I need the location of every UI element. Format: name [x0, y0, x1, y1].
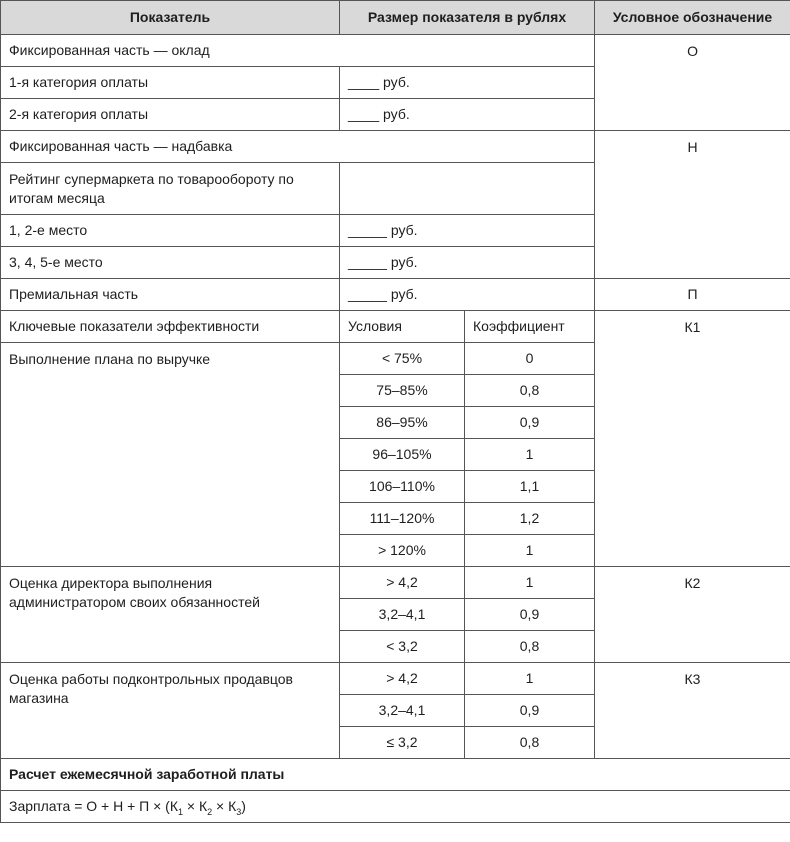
fixed-salary-title: Фиксированная часть — оклад: [1, 35, 595, 67]
coefficient-cell: 1: [465, 663, 595, 695]
premium-label: Премиальная часть: [1, 279, 340, 311]
calculation-title: Расчет ежемесячной заработной платы: [1, 759, 790, 791]
cat2-label: 2-я категория оплаты: [1, 99, 340, 131]
salary-formula: [1, 791, 790, 823]
coefficient-cell: 0,8: [465, 727, 595, 759]
condition-cell: > 4,2: [340, 567, 465, 599]
coefficient-cell: 0,8: [465, 631, 595, 663]
cat1-value: ____ руб.: [340, 67, 595, 99]
formula-sub-2: 2: [207, 806, 213, 817]
conditions-header: Условия: [340, 311, 465, 343]
rating-label: Рейтинг супермаркета по товарообороту по итогам месяца: [1, 163, 340, 215]
table-row: [1, 791, 790, 823]
condition-cell: > 4,2: [340, 663, 465, 695]
table-row: [1, 759, 790, 791]
formula-suffix: ): [241, 798, 246, 814]
coefficient-cell: 1: [465, 567, 595, 599]
place12-value: _____ руб.: [340, 215, 595, 247]
coefficient-cell: 1: [465, 535, 595, 567]
condition-cell: 96–105%: [340, 439, 465, 471]
coefficient-cell: 0,8: [465, 375, 595, 407]
formula-sub-1: 1: [178, 806, 184, 817]
condition-cell: ≤ 3,2: [340, 727, 465, 759]
header-symbol: Условное обозначение: [595, 1, 790, 35]
table-row: [1, 131, 790, 163]
condition-cell: 86–95%: [340, 407, 465, 439]
coefficient-cell: 1,1: [465, 471, 595, 503]
premium-value: _____ руб.: [340, 279, 595, 311]
condition-cell: 111–120%: [340, 503, 465, 535]
coefficient-cell: 1: [465, 439, 595, 471]
condition-cell: 3,2–4,1: [340, 599, 465, 631]
coefficient-cell: 1,2: [465, 503, 595, 535]
place12-label: 1, 2-е место: [1, 215, 340, 247]
formula-times-1: × К: [183, 798, 208, 814]
sellers-eval-label: Оценка работы подконтрольных продавцов магазина: [1, 663, 340, 759]
header-indicator: Показатель: [1, 1, 340, 35]
formula-prefix: Зарплата = О + Н + П × (К: [9, 798, 178, 814]
symbol-k3: К3: [595, 663, 790, 759]
rating-value-empty: [340, 163, 595, 215]
coefficient-header: Коэффициент: [465, 311, 595, 343]
condition-cell: < 3,2: [340, 631, 465, 663]
coefficient-cell: 0,9: [465, 407, 595, 439]
coefficient-cell: 0,9: [465, 695, 595, 727]
table-row: [1, 279, 790, 311]
header-row: [1, 1, 790, 35]
condition-cell: 75–85%: [340, 375, 465, 407]
condition-cell: 3,2–4,1: [340, 695, 465, 727]
table-row: [1, 35, 790, 67]
symbol-o: О: [595, 35, 790, 131]
table-row: [1, 311, 790, 343]
table-row: [1, 663, 790, 695]
fixed-bonus-title: Фиксированная часть — надбавка: [1, 131, 595, 163]
place345-value: _____ руб.: [340, 247, 595, 279]
symbol-k1: К1: [595, 311, 790, 567]
header-amount: Размер показателя в рублях: [340, 1, 595, 35]
symbol-k2: К2: [595, 567, 790, 663]
coefficient-cell: 0,9: [465, 599, 595, 631]
symbol-p: П: [595, 279, 790, 311]
revenue-plan-label: Выполнение плана по выручке: [1, 343, 340, 567]
director-eval-label: Оценка директора выполнения администратором своих обязанностей: [1, 567, 340, 663]
kpi-title: Ключевые показатели эффективности: [1, 311, 340, 343]
formula-times-2: × К: [212, 798, 237, 814]
coefficient-cell: 0: [465, 343, 595, 375]
cat1-label: 1-я категория оплаты: [1, 67, 340, 99]
symbol-n: Н: [595, 131, 790, 279]
condition-cell: 106–110%: [340, 471, 465, 503]
condition-cell: < 75%: [340, 343, 465, 375]
condition-cell: > 120%: [340, 535, 465, 567]
table-row: [1, 567, 790, 599]
cat2-value: ____ руб.: [340, 99, 595, 131]
place345-label: 3, 4, 5-е место: [1, 247, 340, 279]
formula-sub-3: 3: [236, 806, 242, 817]
